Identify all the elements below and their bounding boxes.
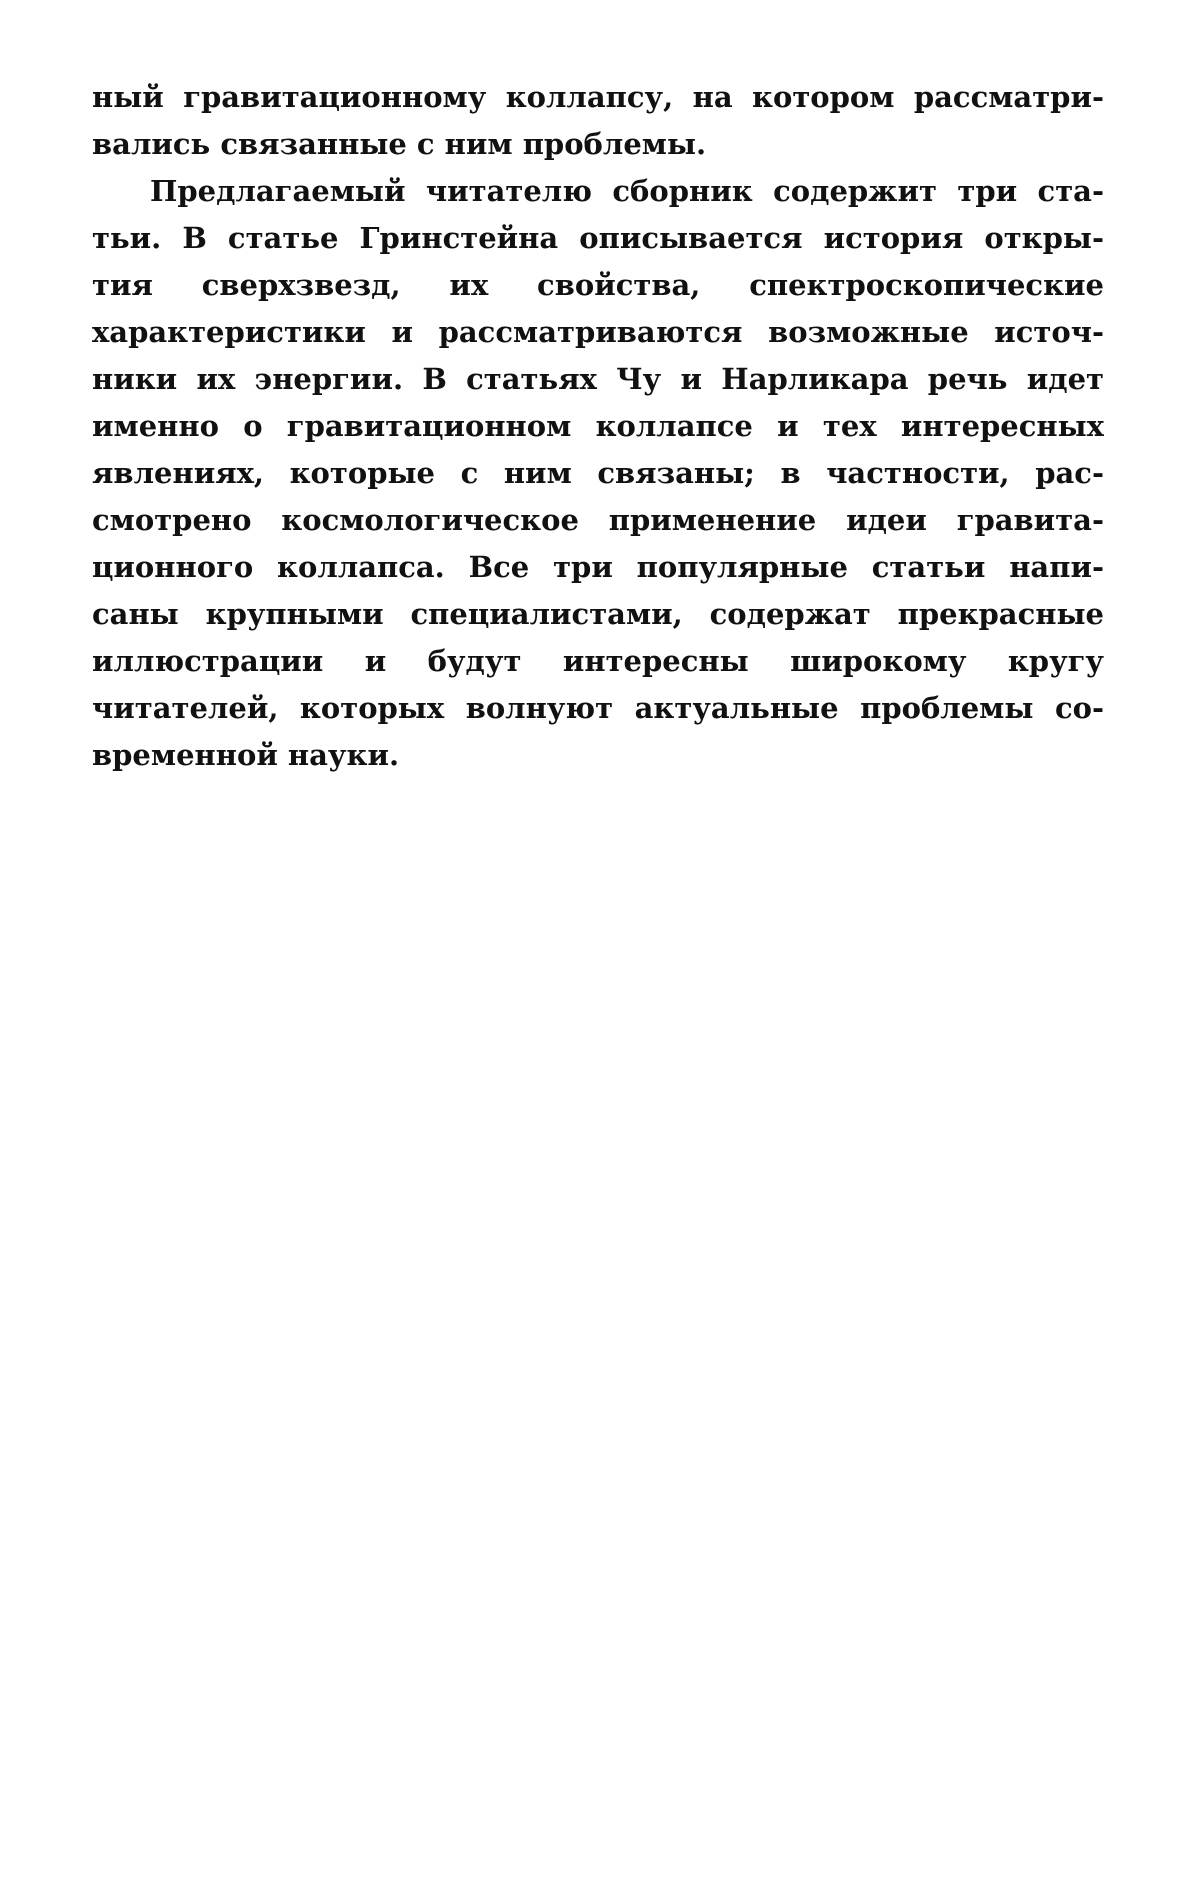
text-line: характеристики и рассматриваются возможные источ- [92,315,1104,349]
text-line: иллюстрации и будут интересны широкому кругу [92,644,1104,678]
paragraph-2 [92,168,1104,779]
text-line: смотрено космологическое применение идеи гравита- [92,503,1104,537]
document-page [92,74,1104,779]
text-line: именно о гравитационном коллапсе и тех интересных [92,409,1104,443]
text-line: ный гравитационному коллапсу, на котором рассматри- [92,80,1104,114]
text-line: ники их энергии. В статьях Чу и Нарликара речь идет [92,362,1104,396]
text-line: тия сверхзвезд, их свойства, спектроскопические [92,268,1104,302]
text-line: читателей, которых волнуют актуальные проблемы со- [92,691,1104,725]
text-line: саны крупными специалистами, содержат прекрасные [92,597,1104,631]
text-line: временной науки. [92,738,400,772]
text-line: вались связанные с ним проблемы. [92,127,707,161]
paragraph-1 [92,74,1104,168]
text-line: тьи. В статье Гринстейна описывается история откры- [92,221,1104,255]
text-line: ционного коллапса. Все три популярные статьи напи- [92,550,1104,584]
text-line: Предлагаемый читателю сборник содержит три ста- [150,174,1104,208]
text-line: явлениях, которые с ним связаны; в частности, рас- [92,456,1104,490]
